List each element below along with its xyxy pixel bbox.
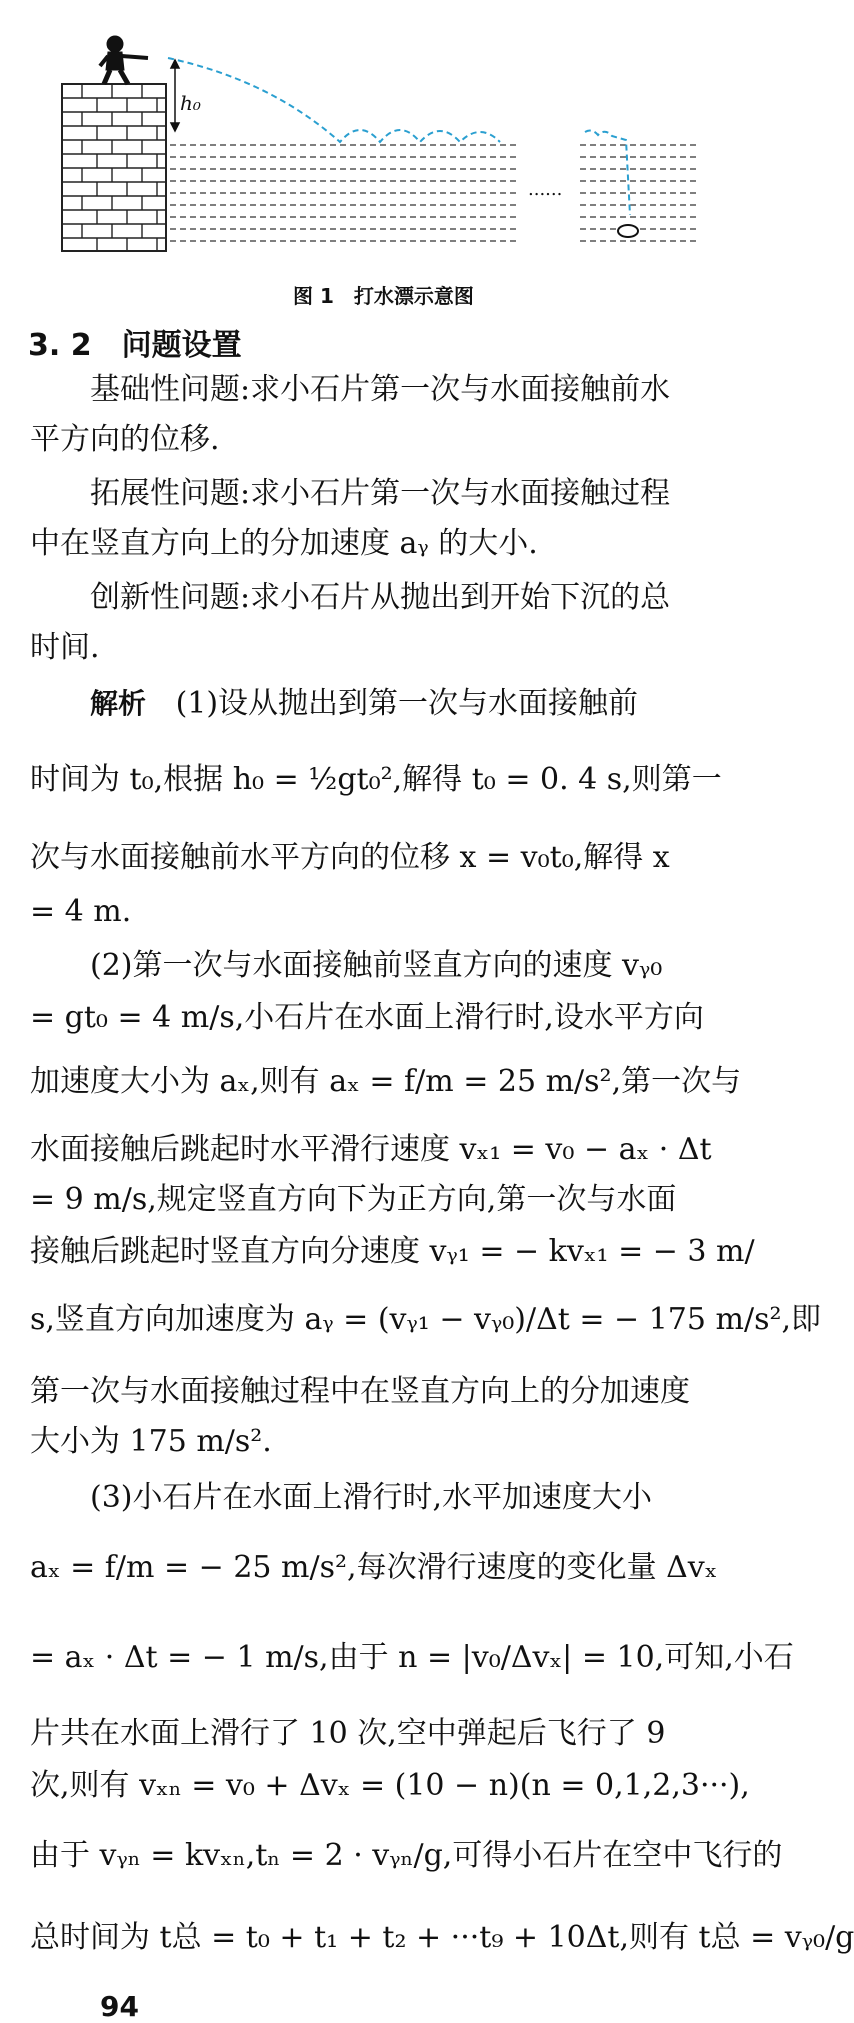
height-marker (171, 60, 179, 131)
solution-line-12: 第一次与水面接触过程中在竖直方向上的分加速度 (30, 1374, 690, 1409)
solution-line-20: 总时间为 t总 = t₀ + t₁ + t₂ + ···t₉ + 10Δt,则有 t总 = vᵧ₀/g (30, 1920, 854, 1955)
figure-caption: 图 1 打水漂示意图 (293, 284, 474, 308)
solution-line-3: 次与水面接触前水平方向的位移 x = v₀t₀,解得 x (30, 840, 670, 875)
solution-line-15: aₓ = f/m = − 25 m/s²,每次滑行速度的变化量 Δvₓ (30, 1550, 718, 1585)
page-number: 94 (100, 1990, 139, 2023)
question-basic-cont: 平方向的位移. (30, 422, 220, 457)
ellipsis-label: ...... (528, 179, 563, 200)
solution-line-10: 接触后跳起时竖直方向分速度 vᵧ₁ = − kvₓ₁ = − 3 m/ (30, 1234, 755, 1269)
solution-line-7: 加速度大小为 aₓ,则有 aₓ = f/m = 25 m/s²,第一次与 (30, 1064, 742, 1099)
solution-line-11: s,竖直方向加速度为 aᵧ = (vᵧ₁ − vᵧ₀)/Δt = − 175 m/s²,即 (30, 1302, 822, 1337)
height-label: h₀ (180, 91, 201, 115)
thrower-figure (100, 36, 148, 84)
solution-line-6: = gt₀ = 4 m/s,小石片在水面上滑行时,设水平方向 (30, 1000, 704, 1035)
solution-text-1: (1)设从抛出到第一次与水面接触前 (175, 686, 639, 721)
brick-wall (62, 84, 166, 251)
solution-line-5: (2)第一次与水面接触前竖直方向的速度 vᵧ₀ (90, 948, 663, 983)
solution-line-14: (3)小石片在水面上滑行时,水平加速度大小 (90, 1480, 653, 1515)
solution-line-4: = 4 m. (30, 894, 132, 929)
solution-line-2: 时间为 t₀,根据 h₀ = ½gt₀²,解得 t₀ = 0. 4 s,则第一 (30, 762, 722, 797)
section-title: 3. 2 问题设置 (28, 328, 242, 363)
solution-line-16: = aₓ · Δt = − 1 m/s,由于 n = |v₀/Δvₓ| = 10,可知,小石 (30, 1640, 794, 1675)
question-innovative: 创新性问题:求小石片从抛出到开始下沉的总 (90, 580, 671, 615)
question-innovative-cont: 时间. (30, 630, 100, 665)
solution-line-13: 大小为 175 m/s². (30, 1424, 272, 1459)
question-extended: 拓展性问题:求小石片第一次与水面接触过程 (90, 476, 671, 511)
solution-line-8: 水面接触后跳起时水平滑行速度 vₓ₁ = v₀ − aₓ · Δt (30, 1132, 712, 1167)
skipping-stone-figure (0, 0, 767, 270)
solution-line-19: 由于 vᵧₙ = kvₓₙ,tₙ = 2 · vᵧₙ/g,可得小石片在空中飞行的 (30, 1838, 783, 1873)
stone-at-bottom (618, 225, 638, 237)
question-basic: 基础性问题:求小石片第一次与水面接触前水 (90, 372, 671, 407)
solution-heading: 解析 (90, 687, 147, 720)
solution-line-9: = 9 m/s,规定竖直方向下为正方向,第一次与水面 (30, 1182, 677, 1217)
solution-line-17: 片共在水面上滑行了 10 次,空中弹起后飞行了 9 (30, 1716, 666, 1751)
solution-line-18: 次,则有 vₓₙ = v₀ + Δvₓ = (10 − n)(n = 0,1,2,3···), (30, 1768, 750, 1803)
question-extended-cont: 中在竖直方向上的分加速度 aᵧ 的大小. (30, 526, 538, 561)
solution-line-1 (30, 684, 800, 724)
